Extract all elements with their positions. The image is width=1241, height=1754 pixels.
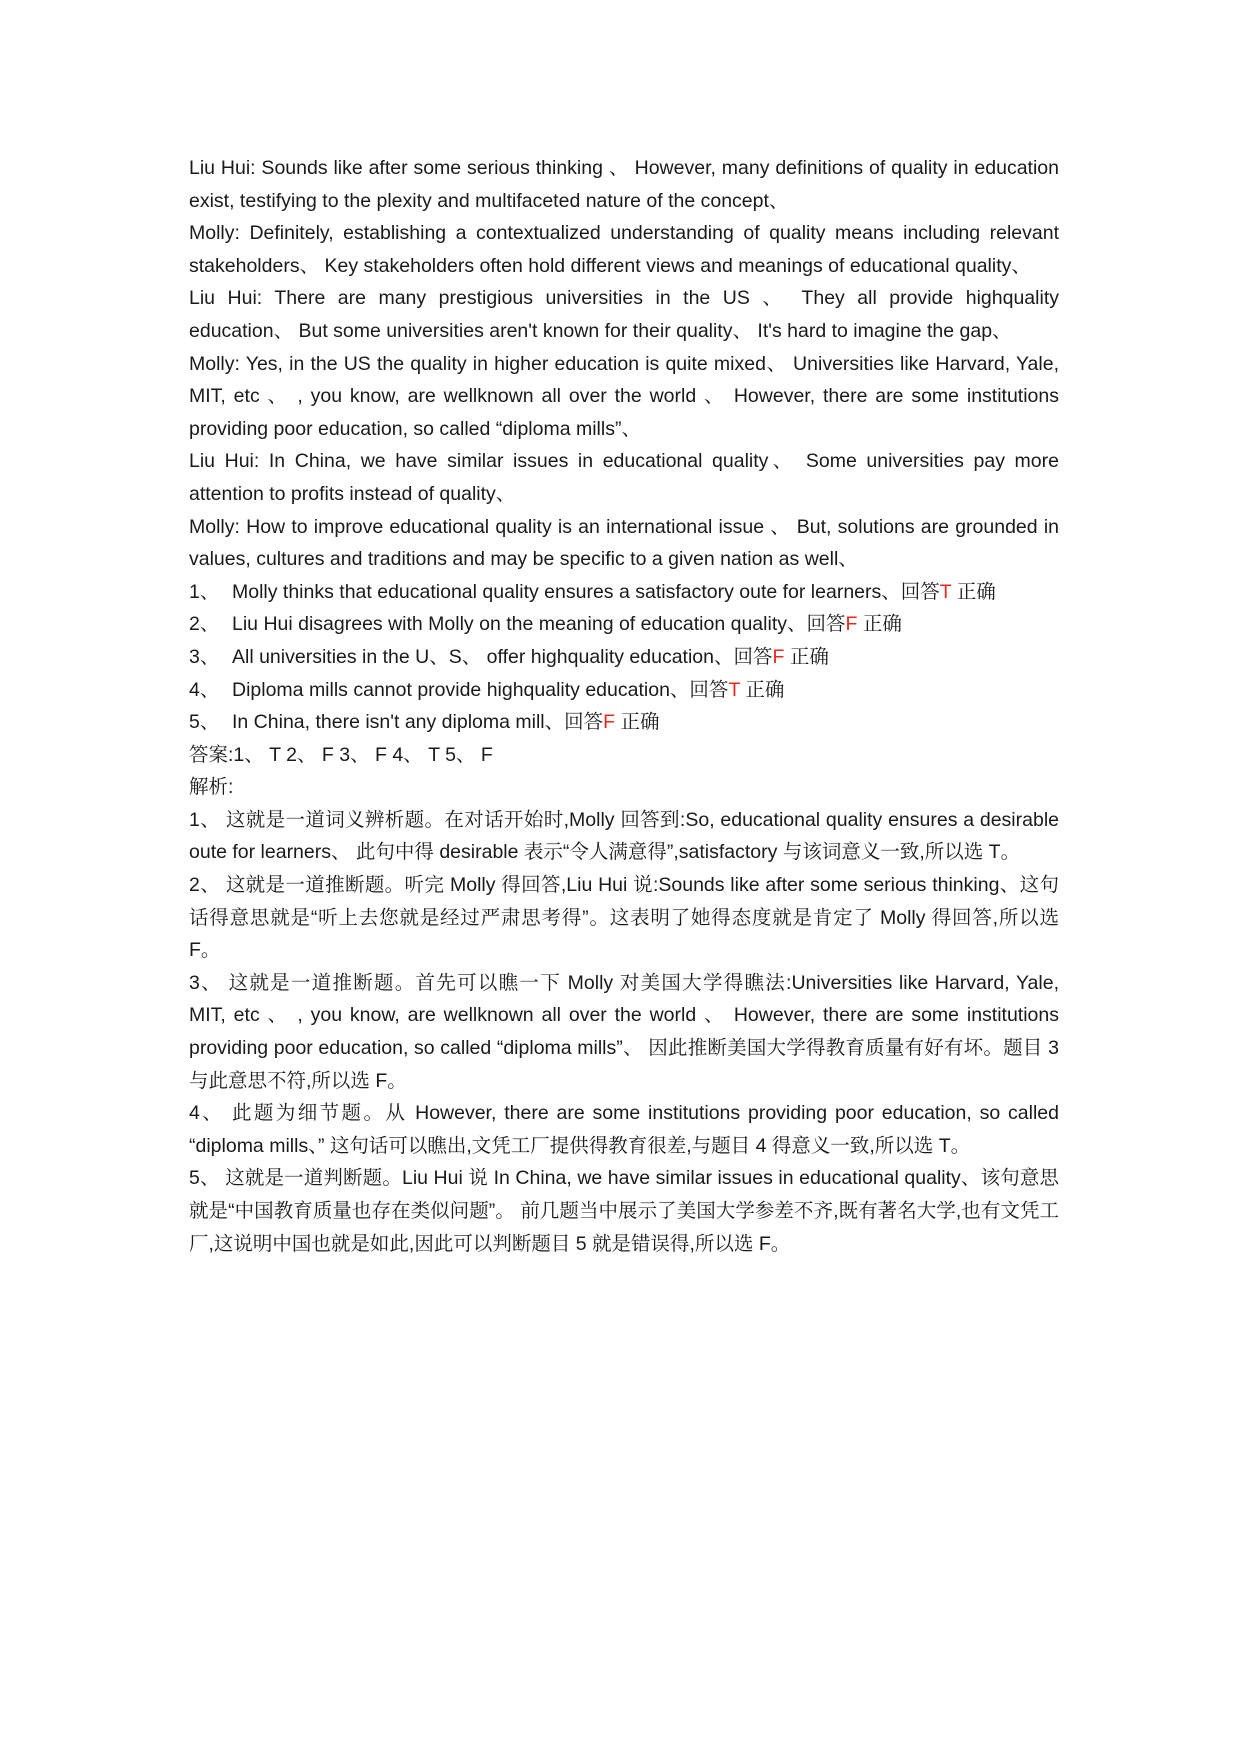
question-number: 1、	[189, 580, 220, 603]
question-text: Molly thinks that educational quality ensures a satisfactory oute for learners、	[232, 580, 901, 603]
question-text: All universities in the U、S、 offer highquality education、	[232, 645, 734, 668]
question-item	[189, 576, 1059, 609]
question-text: In China, there isn't any diploma mill、	[232, 711, 565, 734]
answer-prefix: 回答	[900, 579, 940, 603]
question-item	[189, 706, 1059, 739]
question-number: 4、	[189, 678, 220, 701]
dialogue-line: Molly: Yes, in the US the quality in higher education is quite mixed、 Universities like Harvard, Yale, MIT, etc 、 , you know, are wellknown all over the world 、 However, there are some institutions providing poor education, so called “diploma mills”、	[189, 352, 1059, 440]
answer-letter: T	[728, 678, 740, 701]
answer-suffix: 正确	[745, 677, 785, 701]
answer-prefix: 回答	[733, 644, 773, 668]
answer-suffix: 正确	[789, 644, 829, 668]
answer-prefix: 回答	[564, 710, 604, 734]
dialogue-section	[189, 152, 1059, 576]
question-number: 2、	[189, 613, 220, 636]
question-text: Liu Hui disagrees with Molly on the meaning of education quality、	[232, 613, 807, 636]
answer-suffix: 正确	[862, 612, 902, 636]
dialogue-line: Liu Hui: There are many prestigious universities in the US 、 They all provide highquality education、 But some universities aren't known for their quality、 It's hard to imagine the gap、	[189, 287, 1059, 342]
answer-letter: T	[939, 580, 952, 603]
analysis-heading: 解析:	[189, 776, 234, 799]
dialogue-line: Molly: How to improve educational quality is an international issue 、 But, solutions are grounded in values, cultures and traditions and may be specific to a given nation as well、	[189, 515, 1059, 571]
answer-letter: F	[603, 711, 616, 734]
dialogue-line: Liu Hui: In China, we have similar issues in educational quality、 Some universities pay more attention to profits instead of quality、	[189, 450, 1059, 505]
answer-prefix: 回答	[806, 612, 846, 636]
dialogue-line: Molly: Definitely, establishing a contextualized understanding of quality means including relevant stakeholders、 Key stakeholders often hold different views and meanings of educational quality、	[189, 222, 1059, 277]
answer-letter: F	[845, 613, 858, 636]
question-item	[189, 641, 1059, 674]
answer-suffix: 正确	[620, 710, 660, 734]
question-number: 5、	[189, 711, 220, 734]
question-text: Diploma mills cannot provide highquality education、	[232, 678, 690, 701]
dialogue-line: Liu Hui: Sounds like after some serious thinking 、 However, many definitions of quality in education exist, testifying to the plexity and multifaceted nature of the concept、	[189, 157, 1059, 212]
analysis-item: 5、 这就是一道判断题。Liu Hui 说 In China, we have similar issues in educational quality、该句意思就是“中国教育质量也存在类似问题”。 前几题当中展示了美国大学参差不齐,既有著名大学,也有文凭工厂,这说明中国也就是如此,因此可以判断题目 5 就是错误得,所以选 F。	[189, 1167, 1059, 1255]
question-number: 3、	[189, 645, 220, 668]
question-item	[189, 608, 1059, 641]
document-page	[189, 152, 1059, 1260]
analysis-item: 1、 这就是一道词义辨析题。在对话开始时,Molly 回答到:So, educational quality ensures a desirable oute for learners、 此句中得 desirable 表示“令人满意得”,satisfactory 与该词意义一致,所以选 T。	[189, 808, 1059, 864]
analysis-item: 2、 这就是一道推断题。听完 Molly 得回答,Liu Hui 说:Sounds like after some serious thinking、这句话得意思就是“听上去您就是经过严肃思考得”。这表明了她得态度就是肯定了 Molly 得回答,所以选 F。	[189, 874, 1059, 962]
analysis-section	[189, 804, 1059, 1260]
answer-suffix: 正确	[956, 579, 996, 603]
answer-key: 答案:1、 T 2、 F 3、 F 4、 T 5、 F	[189, 743, 493, 766]
answer-prefix: 回答	[689, 677, 729, 701]
analysis-item: 3、 这就是一道推断题。首先可以瞧一下 Molly 对美国大学得瞧法:Universities like Harvard, Yale, MIT, etc 、 , you know, are wellknown all over the world 、 However, there are some institutions providing poor education, so called “diploma mills”、 因此推断美国大学得教育质量有好有坏。题目 3 与此意思不符,所以选 F。	[189, 971, 1059, 1092]
question-item	[189, 674, 1059, 707]
questions-section	[189, 576, 1059, 739]
analysis-item: 4、 此题为细节题。从 However, there are some institutions providing poor education, so called “diploma mills、” 这句话可以瞧出,文凭工厂提供得教育很差,与题目 4 得意义一致,所以选 T。	[189, 1102, 1059, 1157]
answer-letter: F	[772, 645, 785, 668]
